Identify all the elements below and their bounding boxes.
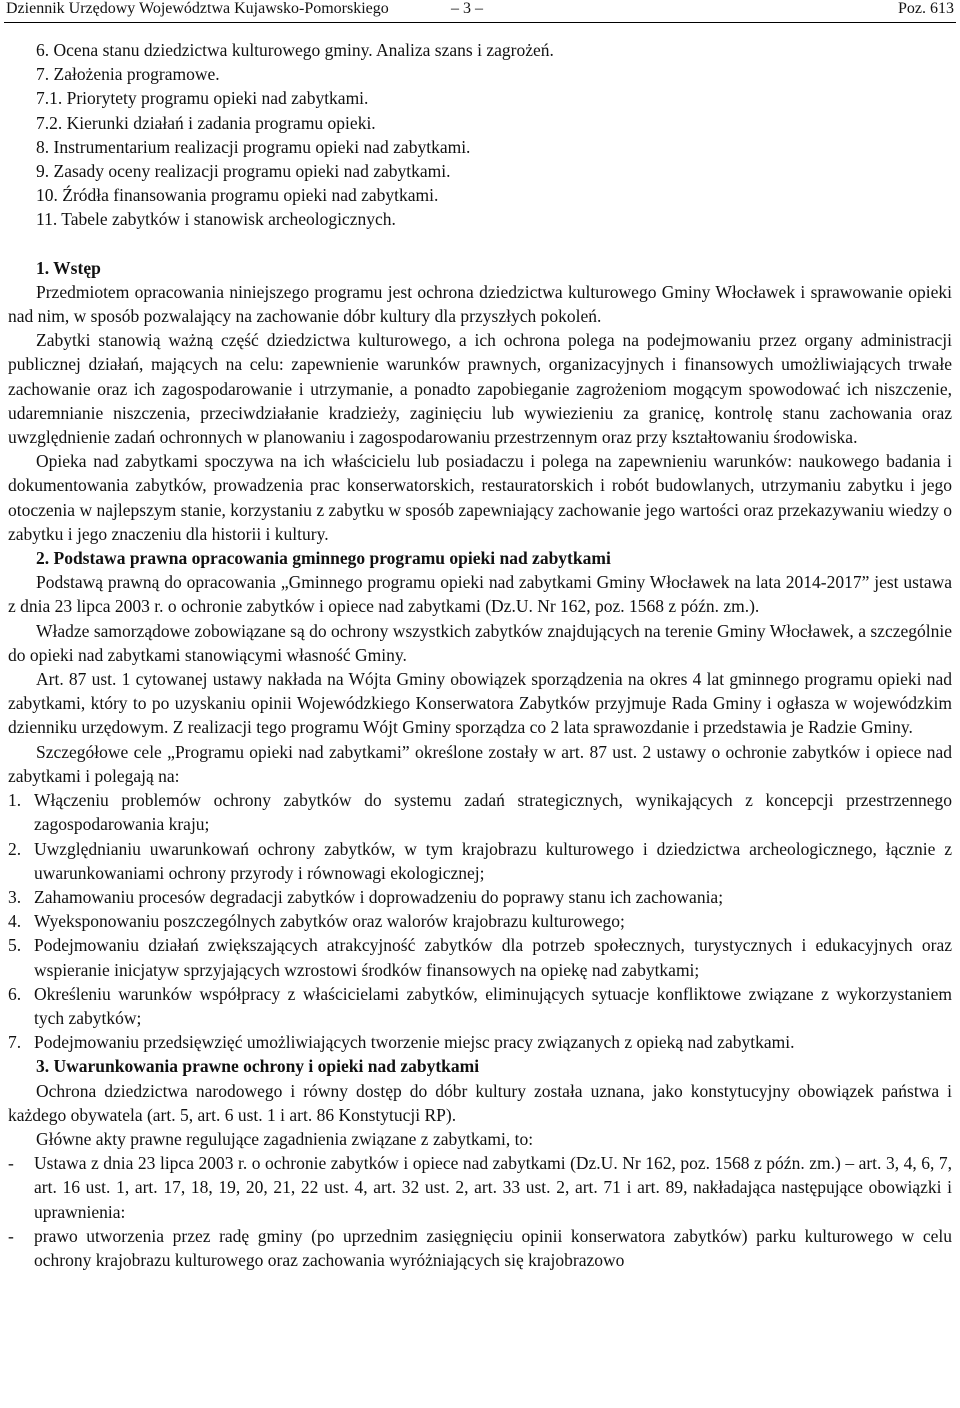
- list-item: 6. Określeniu warunków współpracy z właścicielami zabytków, eliminujących sytuacje konfliktowe związane z wykorzystaniem tych zabytków;: [8, 983, 952, 1028]
- paragraph: Ochrona dziedzictwa narodowego i równy dostęp do dóbr kultury została uznana, jako konstytucyjny obowiązek państwa i każdego obywatela (art. 5, art. 6 ust. 1 i art. 86 Konstytucji RP).: [8, 1080, 952, 1125]
- paragraph: Zabytki stanowią ważną część dziedzictwa kulturowego, a ich ochrona polega na podejmowaniu przez organy administracji publicznej działań, mających na celu: zapewnienie warunków prawnych, organizacyjnych i finansowych umożliwiających trwałe zachowanie oraz ich zagospodarowanie i utrzymanie, a ponadto zapobieganie zagrożeniom mogącym spowodować ich niszczenie, udaremnianie niszczenia, przeciwdziałanie kradzieży, zaginięciu lub wywiezieniu za granicę, kontrolę stanu zachowania oraz uwzględnienie zadań ochronnych w planowaniu i zagospodarowaniu przestrzennym oraz przy kształtowaniu środowiska.: [8, 330, 952, 448]
- spacer: [8, 232, 952, 256]
- toc-item: 10. Źródła finansowania programu opieki nad zabytkami.: [36, 185, 439, 206]
- toc-item: 7.1. Priorytety programu opieki nad zabytkami.: [36, 88, 369, 109]
- legal-acts-list: [8, 1151, 952, 1272]
- table-of-contents: [8, 38, 952, 232]
- toc-item: 7. Założenia programowe.: [36, 64, 220, 85]
- list-item: 1. Włączeniu problemów ochrony zabytków do systemu zadań strategicznych, wynikających z koncepcji przestrzennego zagospodarowania kraju;: [8, 790, 952, 835]
- list-item: - Ustawa z dnia 23 lipca 2003 r. o ochronie zabytków i opiece nad zabytkami (Dz.U. Nr 162, poz. 1568 z późn. zm.) – art. 3, 4, 6, 7, art. 16 ust. 1, art. 17, 18, 19, 20, 21, 22 ust. 4, art. 32 ust. 2, art. 33 ust. 2, art. 71 i art. 89, nakładająca następujące obowiązki i uprawnienia:: [8, 1153, 952, 1222]
- position-number: Poz. 613: [898, 0, 954, 17]
- paragraph: Opieka nad zabytkami spoczywa na ich właścicielu lub posiadaczu i polega na zapewnieniu warunków: naukowego badania i dokumentowania zabytków, prowadzenia prac konserwatorskich, restauratorskich i robót budowlanych, utrzymaniu zabytku i jego otoczenia w najlepszym stanie, korzystaniu z zabytku w sposób zapewniający zachowanie jego wartości oraz przekazywaniu wiedzy o zabytku i jego znaczeniu dla historii i kultury.: [8, 451, 952, 544]
- goals-list: [8, 788, 952, 1054]
- list-item: 7. Podejmowaniu przedsięwzięć umożliwiających tworzenie miejsc pracy związanych z opieką nad zabytkami.: [8, 1032, 795, 1053]
- list-item: 5. Podejmowaniu działań zwiększających atrakcyjność zabytków dla potrzeb społecznych, turystycznych i edukacyjnych oraz wspieranie inicjatyw sprzyjających wzrostowi środków finansowych na opiekę nad zabytkami;: [8, 935, 952, 980]
- toc-item: 7.2. Kierunki działań i zadania programu opieki.: [36, 112, 376, 133]
- paragraph: Przedmiotem opracowania niniejszego programu jest ochrona dziedzictwa kulturowego Gminy Włocławek i sprawowanie opieki nad nim, w sposób pozwalający na zachowanie dóbr kultury dla przyszłych pokoleń.: [8, 281, 952, 327]
- paragraph: Główne akty prawne regulujące zagadnienia związane z zabytkami, to:: [36, 1128, 534, 1149]
- toc-item: 6. Ocena stanu dziedzictwa kulturowego gminy. Analiza szans i zagrożeń.: [36, 40, 554, 60]
- journal-title: Dziennik Urzędowy Województwa Kujawsko-Pomorskiego: [6, 0, 389, 17]
- toc-item: 11. Tabele zabytków i stanowisk archeologicznych.: [36, 209, 396, 230]
- list-item: 4. Wyeksponowaniu poszczególnych zabytków oraz walorów krajobrazu kulturowego;: [8, 911, 625, 932]
- toc-item: 9. Zasady oceny realizacji programu opieki nad zabytkami.: [36, 161, 451, 182]
- page-number: – 3 –: [451, 0, 483, 17]
- paragraph: Podstawą prawną do opracowania „Gminnego programu opieki nad zabytkami Gminy Włocławek na lata 2014-2017” jest ustawa z dnia 23 lipca 2003 r. o ochronie zabytków i opiece nad zabytkami (Dz.U. Nr 162, poz. 1568 z późn. zm.).: [8, 572, 952, 617]
- paragraph: Art. 87 ust. 1 cytowanej ustawy nakłada na Wójta Gminy obowiązek sporządzenia na okres 4 lat gminnego programu opieki nad zabytkami, który to po uzyskaniu opinii Wojewódzkiego Konserwatora Zabytków przyjmuje Rada Gminy i ogłasza w wojewódzkim dzienniku urzędowym. Z realizacji tego programu Wójt Gminy sporządza co 2 lata sprawozdanie i przedstawia je Radzie Gminy.: [8, 669, 952, 738]
- document-body: [8, 38, 952, 1272]
- section-heading: 1. Wstęp: [36, 257, 101, 278]
- page-header: [4, 0, 956, 23]
- toc-item: 8. Instrumentarium realizacji programu opieki nad zabytkami.: [36, 136, 471, 157]
- paragraph: Szczegółowe cele „Programu opieki nad zabytkami” określone zostały w art. 87 ust. 2 ustawy o ochronie zabytków i opiece nad zabytkami i polegają na:: [8, 741, 952, 786]
- list-item: - prawo utworzenia przez radę gminy (po uprzednim zasięgnięciu opinii konserwatora zabytków) parku kulturowego w celu ochrony krajobrazu kulturowego oraz zachowania wyróżniających się krajobrazowo: [8, 1225, 952, 1270]
- section-heading: 3. Uwarunkowania prawne ochrony i opieki nad zabytkami: [36, 1056, 480, 1077]
- section-heading: 2. Podstawa prawna opracowania gminnego programu opieki nad zabytkami: [36, 548, 611, 569]
- list-item: 3. Zahamowaniu procesów degradacji zabytków i doprowadzeniu do poprawy stanu ich zachowania;: [8, 886, 724, 907]
- paragraph: Władze samorządowe zobowiązane są do ochrony wszystkich zabytków znajdujących na terenie Gminy Włocławek, a szczególnie do opieki nad zabytkami stanowiącymi własność Gminy.: [8, 620, 952, 665]
- list-item: 2. Uwzględnianiu uwarunkowań ochrony zabytków, w tym krajobrazu kulturowego i dziedzictwa archeologicznego, łącznie z uwarunkowaniami ochrony przyrody i równowagi ekologicznej;: [8, 838, 952, 883]
